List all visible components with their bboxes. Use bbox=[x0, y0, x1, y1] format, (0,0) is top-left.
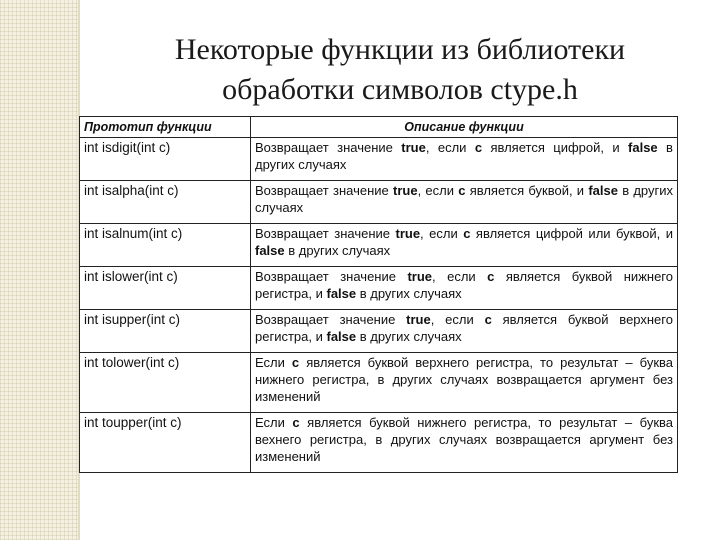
bold-keyword: c bbox=[474, 140, 483, 155]
table-row bbox=[80, 138, 678, 181]
table-row bbox=[80, 267, 678, 310]
functions-table bbox=[79, 116, 678, 473]
function-description: Возвращает значение true, если c является цифрой или буквой, и false в других случаях bbox=[251, 224, 678, 267]
function-description: Если c является буквой нижнего регистра, то результат – буква вехнего регистра, в других случаях возвращается аргумент без изменений bbox=[251, 413, 678, 473]
function-description: Возвращает значение true, если c является буквой верхнего регистра, и false в других случаях bbox=[251, 310, 678, 353]
header-description: Описание функции bbox=[251, 117, 678, 138]
slide-title-line-1: Некоторые функции из библиотеки bbox=[174, 33, 626, 66]
decorative-side-band bbox=[0, 0, 78, 540]
function-description: Возвращает значение true, если c является буквой нижнего регистра, и false в других случаях bbox=[251, 267, 678, 310]
function-prototype: int isdigit(int c) bbox=[80, 138, 251, 181]
table-row bbox=[80, 181, 678, 224]
bold-keyword: c bbox=[463, 226, 471, 241]
slide-title bbox=[90, 30, 710, 110]
bold-keyword: true bbox=[395, 226, 421, 241]
bold-keyword: false bbox=[628, 140, 658, 155]
table-header-row bbox=[80, 117, 678, 138]
slide-title-line-2: обработки символов ctype.h bbox=[222, 73, 578, 106]
bold-keyword: c bbox=[484, 312, 492, 327]
bold-keyword: c bbox=[458, 183, 466, 198]
function-prototype: int isalpha(int c) bbox=[80, 181, 251, 224]
function-prototype: int tolower(int c) bbox=[80, 353, 251, 413]
bold-keyword: false bbox=[588, 183, 618, 198]
function-description: Возвращает значение true, если c является цифрой, и false в других случаях bbox=[251, 138, 678, 181]
function-prototype: int islower(int c) bbox=[80, 267, 251, 310]
function-prototype: int isalnum(int c) bbox=[80, 224, 251, 267]
bold-keyword: c bbox=[487, 269, 495, 284]
function-description: Возвращает значение true, если c является буквой, и false в других случаях bbox=[251, 181, 678, 224]
function-description: Если c является буквой верхнего регистра, то результат – буква нижнего регистра, в других случаях возвращается аргумент без изменений bbox=[251, 353, 678, 413]
function-prototype: int isupper(int c) bbox=[80, 310, 251, 353]
bold-keyword: true bbox=[401, 140, 426, 155]
bold-keyword: true bbox=[393, 183, 418, 198]
function-prototype: int toupper(int c) bbox=[80, 413, 251, 473]
table-row bbox=[80, 224, 678, 267]
bold-keyword: false bbox=[326, 329, 357, 344]
table-row bbox=[80, 413, 678, 473]
table-row bbox=[80, 353, 678, 413]
bold-keyword: false bbox=[326, 286, 357, 301]
bold-keyword: true bbox=[407, 269, 433, 284]
bold-keyword: c bbox=[292, 415, 300, 430]
table-row bbox=[80, 310, 678, 353]
bold-keyword: c bbox=[291, 355, 300, 370]
bold-keyword: false bbox=[255, 243, 285, 258]
bold-keyword: true bbox=[406, 312, 431, 327]
header-prototype: Прототип функции bbox=[80, 117, 251, 138]
